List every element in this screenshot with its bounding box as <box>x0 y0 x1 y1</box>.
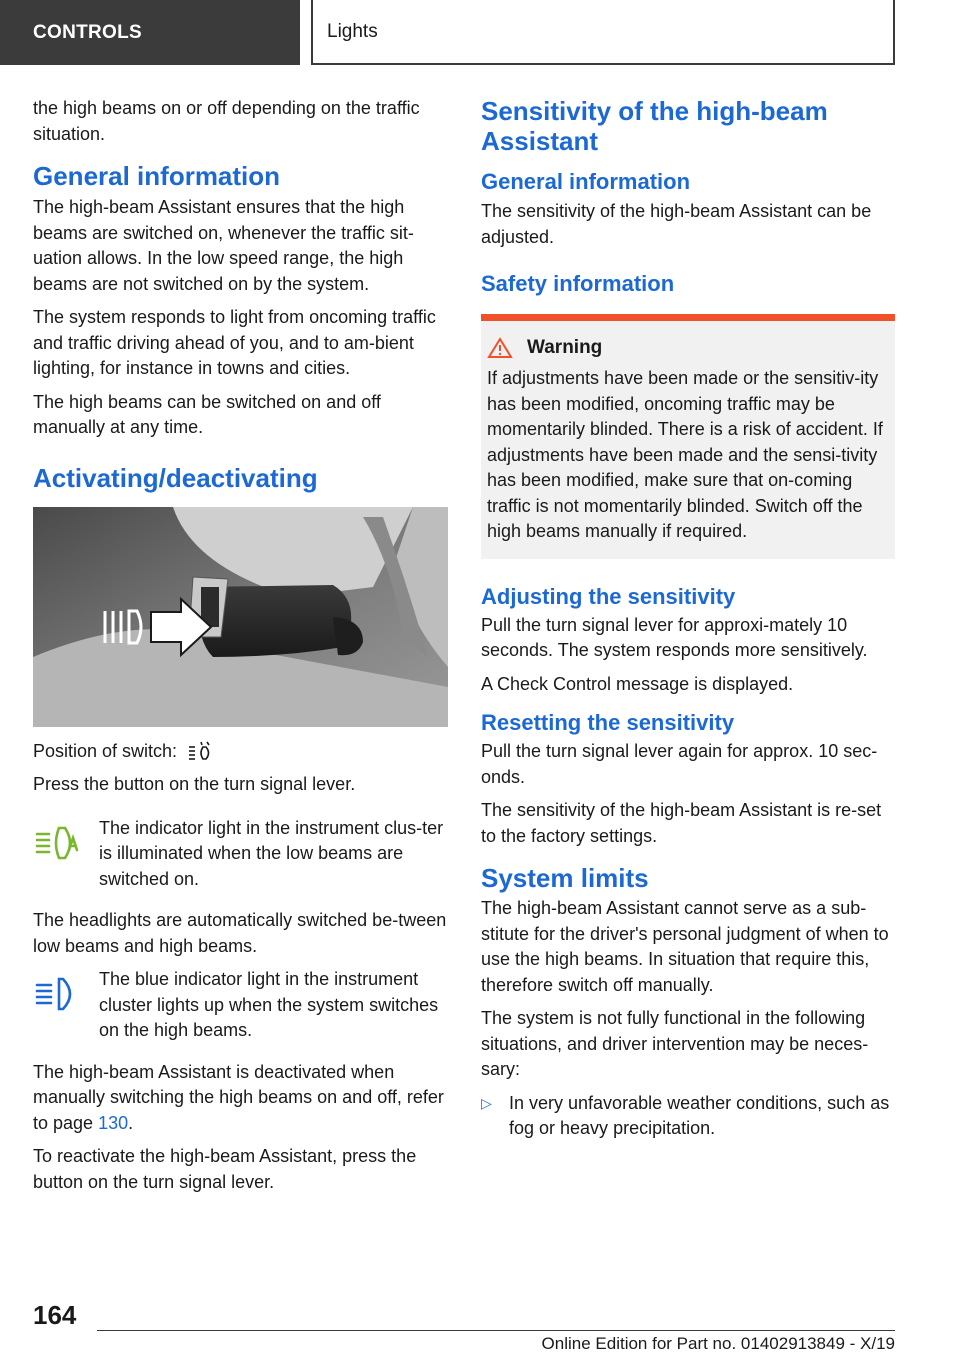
reactivate-paragraph: To reactivate the high-beam Assistant, press the button on the turn signal lever. <box>33 1146 417 1192</box>
sensitivity-heading: Sensitivity of the high-beam Assistant <box>481 96 828 156</box>
blue-indicator-text: The blue indicator light in the instrument cluster lights up when the system switches on the high beams. <box>99 969 439 1040</box>
deactivated-text: The high-beam Assistant is deactivated when manually switching the high beams on and off, refer to page <box>33 1061 444 1133</box>
section-title: CONTROLS <box>33 21 143 43</box>
general-paragraph-2: The system responds to light from oncoming traffic and traffic driving ahead of you, and to am-bient lighting, for instance in towns and cities. <box>33 307 436 378</box>
high-beam-indicator-icon <box>33 975 83 1013</box>
chapter-title: Lights <box>327 20 378 42</box>
right-column <box>481 96 895 1142</box>
press-button-paragraph: Press the button on the turn signal lever. <box>33 774 356 794</box>
warning-triangle-icon <box>487 337 513 359</box>
intro-paragraph: the high beams on or off depending on the traffic situation. <box>33 98 420 144</box>
list-item <box>481 1091 895 1142</box>
footer-divider <box>97 1330 895 1331</box>
indicator-row <box>33 816 448 893</box>
page-number: 164 <box>33 1300 77 1330</box>
low-beam-assistant-indicator-icon <box>33 824 83 862</box>
adjusting-heading: Adjusting the sensitivity <box>481 583 736 609</box>
activating-heading: Activating/deactivating <box>33 462 318 493</box>
page-link[interactable]: 130 <box>98 1112 129 1133</box>
right-general-heading: General information <box>481 169 691 194</box>
edition-text: Online Edition for Part no. 01402913849 - X/19 <box>541 1334 895 1353</box>
general-information-heading: General information <box>33 161 281 191</box>
resetting-paragraph-2: The sensitivity of the high-beam Assistant is re-set to the factory settings. <box>481 800 882 846</box>
turn-signal-lever-illustration <box>33 507 448 727</box>
system-limits-heading: System limits <box>481 863 649 893</box>
bullet-text: In very unfavorable weather conditions, such as fog or heavy precipitation. <box>509 1092 890 1138</box>
high-beam-assistant-icon <box>185 739 215 763</box>
warning-title-row <box>487 337 889 359</box>
left-column <box>33 96 448 1203</box>
indicator-text: The indicator light in the instrument clus-ter is illuminated when the low beams are switched on. <box>99 817 444 889</box>
safety-heading: Safety information <box>481 271 675 296</box>
deactivated-paragraph: The high-beam Assistant is deactivated when manually switching the high beams on and off, refer to page 130. <box>33 1061 444 1133</box>
adjusting-paragraph-2: A Check Control message is displayed. <box>481 673 794 694</box>
adjusting-paragraph-1: Pull the turn signal lever for approxi-mately 10 seconds. The system responds more sensitively. <box>481 614 868 660</box>
auto-switch-paragraph: The headlights are automatically switched be-tween low beams and high beams. <box>33 910 447 956</box>
resetting-heading: Resetting the sensitivity <box>481 710 735 735</box>
resetting-paragraph-1: Pull the turn signal lever again for approx. 10 sec-onds. <box>481 741 878 787</box>
right-general-paragraph: The sensitivity of the high-beam Assistant can be adjusted. <box>481 201 872 247</box>
general-paragraph-1: The high-beam Assistant ensures that the high beams are switched on, whenever the traffic sit-uation allows. In the low speed range, the high beams are not switched on by the system. <box>33 197 414 294</box>
warning-box <box>481 314 895 559</box>
triangle-bullet-icon: ▷ <box>481 1094 492 1111</box>
general-paragraph-3: The high beams can be switched on and off manually at any time. <box>33 391 381 437</box>
section-tab <box>0 0 300 65</box>
switch-position-label: Position of switch: <box>33 740 178 761</box>
warning-title: Warning <box>527 337 603 358</box>
limits-paragraph-1: The high-beam Assistant cannot serve as a sub-stitute for the driver's personal judgment of when to use the high beams. In situation that require this, therefore switch off manually. <box>481 898 889 995</box>
chapter-tab <box>311 0 895 65</box>
blue-indicator-row <box>33 967 448 1044</box>
warning-text: If adjustments have been made or the sensitiv-ity has been modified, oncoming traffic may be momentarily blinded. There is a risk of accident. If adjustments have been made and the sensi-tivity has been modified, make sure that on-coming traffic is not momentarily blinded. Switch off the high beams manually if required. <box>487 368 883 541</box>
limits-paragraph-2: The system is not fully functional in the following situations, and driver intervention may be neces-sary: <box>481 1008 869 1079</box>
